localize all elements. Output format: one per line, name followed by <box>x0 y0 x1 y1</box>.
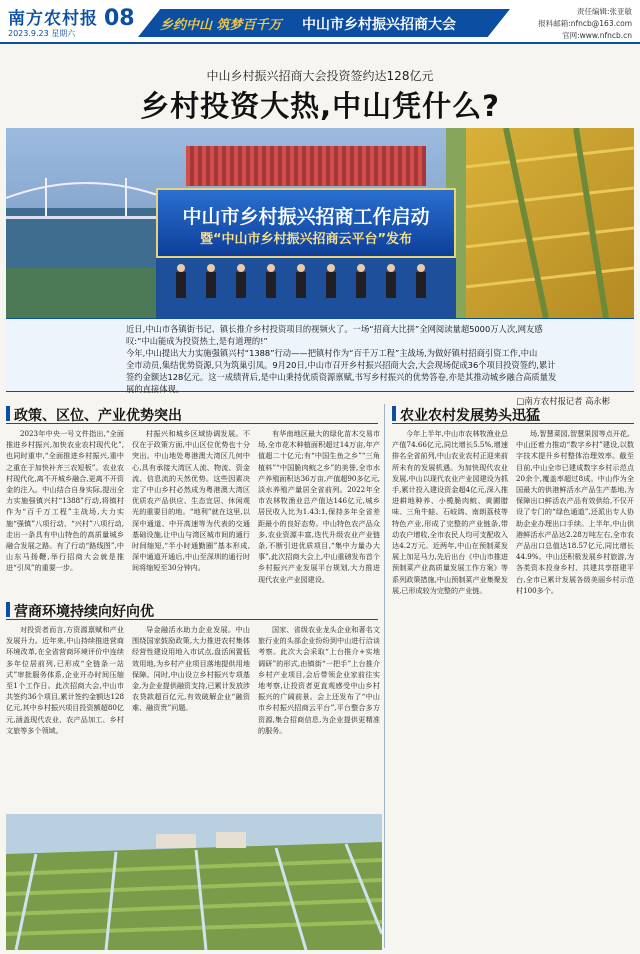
person-figure <box>326 264 336 298</box>
section-title-policy: 政策、区位、产业优势突出 <box>14 408 182 424</box>
paragraph: 国家、省级农业龙头企业和著名文旅行业的头部企业纷纷到中山进行洽谈考察。此次大会采取“上台推介+实地调研”的形式,由镇街“一把手”上台推介乡村产业项目,会后带领企业家前往实地考察,让投资者更直观感受中山乡村振兴的广阔前景。会上还发布了“中山市乡村振兴招商云平台”,平台整合多方资源,集合招商信息,为企业提供更精准的服务。 <box>258 625 380 735</box>
hero-photo <box>6 128 634 318</box>
caption-line: 今年,中山提出大力实施强镇兴村“1388”行动——把镇村作为“百千万工程”主战场,为做好镇村招商引资工作,中山 <box>126 348 538 358</box>
stage-banner-title: 中山市乡村振兴招商工作启动 <box>182 206 430 228</box>
person-figure <box>416 264 426 298</box>
page-number: 08 <box>104 6 135 31</box>
paragraph: 今年上半年,中山市农林牧渔业总产值74.66亿元,同比增长5.5%,增速排名全省前列,中山农业农村正迎来前所未有的发展机遇。为加快现代农业发展,中山以现代农业产业园建设为抓手,累计投入建设资金超4亿元,深入推进耕地种养、小榄脆肉鲩、黄圃腊味、三角牛蛙、石岐鸽、南朗荔枝等特色产业,形成了完整的产业链条,带动农户增收,全市农民人均可支配收入达4.2万元。近两年,中山在预制菜发展上加足马力,先后出台《中山市推进预制菜产业高质量发展工作方案》等系列政策措施,中山预制菜产业集聚发展,已形成较为完整的产业链。 <box>392 429 508 595</box>
stage <box>156 128 456 318</box>
paragraph: 2023年中央一号文件指出,“全面推进乡村振兴,加快农业农村现代化”,也同时重申,“全面推进乡村振兴,重中之重在于加快补齐三农短板”。农业农村现代化,离不开城乡融合,更离不开资金的注入。中山结合自身实际,提出全力实施强镇兴村“1388”行动,将镇村作为“百千万工程”主战场,大力实施“强镇”八项行动、“兴村”八项行动,走出一条具有中山特色的高质量城乡融合发展之路。有了行动“路线图”,中山东马扬鞭,举行招商大会就是推进“引凤”的重要一步。 <box>6 429 124 573</box>
section-marker <box>6 602 10 617</box>
stage-backdrop <box>186 146 426 186</box>
section-marker <box>392 406 396 421</box>
person-figure <box>206 264 216 298</box>
paragraph: 有华南地区最大的绿化苗木交易市场,全市花木种植面积超过14万亩,年产值超二十亿元;有“中国生鱼之乡”“三角植料”“中国脆肉鲩之乡”的美誉,全市水产养殖面积达36万亩,产值超90多亿元,淡水养殖产量居全省前列。2022年全市农林牧渔业总产值达146亿元,城乡居民收入比为1.43:1,保持多年全省差距最小的良好态势。中山特色农产品众多,农业资源丰富,迭代升级农业产业链条,不断引进优质项目,“集中力量办大事”,此次招商大会上,中山重磅发布首个乡村振兴产业发展平台规划,大力推进现代农业产业园建设。 <box>258 429 380 584</box>
farmland-illustration <box>6 814 382 950</box>
section-slogan: 乡约中山 筑梦百千万 <box>160 18 282 33</box>
newspaper-brand: 南方农村报 <box>8 9 98 29</box>
person-figure <box>356 264 366 298</box>
caption-line: 叹:“中山能成为投资热土,是有道理的!” <box>126 336 268 346</box>
section-head-agri <box>392 404 634 424</box>
person-figure <box>386 264 396 298</box>
caption-line: 全市动员,集结优势资源,只为筑巢引凤。9月20日,中山市召开乡村振兴招商大会,大会现场促成36个项目投资签约,累计 <box>126 360 556 370</box>
paragraph: 对投资者而言,方资源禀赋和产业发展升力。近年来,中山持续推进营商环境改革,在全省营商环境评价中连续多年位居前列,已形成“全链条一站式”审批服务体系,企业开办时间压缩至1个工作日。此次招商大会,中山市共签约36个项目,累计签约金额达128亿元,其中乡村振兴项目投资额超80亿元,涵盖现代农业、农产品加工、乡村文旅等多个领域。 <box>6 625 124 735</box>
section-head-policy <box>6 404 378 424</box>
caption-line: 近日,中山市各镇街书记、镇长推介乡村投资项目的视频火了。一场“招商大比拼”全网阅读量超5000万人次,网友感 <box>126 324 543 334</box>
paragraph: 村振兴和城乡区域协调发展。不仅在于政策方面,中山区位优势也十分突出。中山地处粤港澳大湾区几何中心,具有承接大湾区人流、物流、资金流、信息流的天然优势。这些因素决定了中山乡村必然成为粤港澳大湾区优质农产品供应、生态宜居、休闲观光的重要目的地。“地利”就在这里,以深中通道、中开高速等为代表的交通基础设施,让中山与湾区城市间的通行时间缩短,“半小时通勤圈”基本形成,深中通道开通后,中山至深圳的通行时间将缩短至30分钟内。 <box>132 429 250 573</box>
paragraph: 导金融活水助力企业发展。中山围绕国家鼓励政策,大力推进农村集体经营性建设用地入市试点,盘活闲置低效用地,为乡村产业项目落地提供用地保障。同时,中山设立乡村振兴专项基金,为企业提供融资支持,已累计发放涉农贷款超百亿元,有效破解企业“融资难、融资贵”问题。 <box>132 625 250 713</box>
article-headline: 乡村投资大热,中山凭什么? <box>140 89 500 123</box>
caption-line: 签约金额达128亿元。这一成绩背后,是中山秉持优质资源禀赋,书写乡村振兴的优势答卷,亦是其推动城乡融合高质量发 <box>126 372 557 382</box>
masthead <box>0 0 640 44</box>
agri-column-2 <box>516 428 634 948</box>
section-title-agri: 农业农村发展势头迅猛 <box>400 408 540 424</box>
section-title: 中山市乡村振兴招商大会 <box>302 17 456 33</box>
issue-date: 2023.9.23 星期六 <box>8 29 76 38</box>
editor-credits <box>538 6 632 42</box>
env-column-1 <box>6 624 124 810</box>
article-kicker: 中山乡村振兴招商大会投资签约达128亿元 <box>206 69 434 83</box>
column-divider <box>384 404 385 948</box>
stage-banner-subtitle: 暨“中山市乡村振兴招商云平台”发布 <box>199 232 413 247</box>
env-column-2 <box>132 624 250 810</box>
photo-caption <box>6 318 634 406</box>
env-column-3 <box>258 624 380 810</box>
section-head-environment <box>6 600 378 620</box>
tip-email: 报料邮箱:nfncb@163.com <box>538 19 632 28</box>
person-figure <box>296 264 306 298</box>
section-marker <box>6 406 10 421</box>
section-title-environment: 营商环境持续向好向优 <box>14 604 154 620</box>
policy-column-2 <box>132 428 250 594</box>
person-figure <box>266 264 276 298</box>
agri-column-1 <box>392 428 508 948</box>
farmland-aerial-photo <box>6 814 382 950</box>
stage-floor <box>156 258 456 318</box>
policy-column-1 <box>6 428 124 594</box>
policy-column-3 <box>258 428 380 594</box>
caption-last-line: 展的直接体现。 <box>126 384 185 394</box>
paragraph: 场,智慧菜园,智慧果园等点开花。中山还着力推动“数字乡村”建设,以数字技术提升乡村整体治理效率。截至目前,中山全市已建成数字乡村示范点20余个,覆盖率超过8成。中山作为全国最大的供港鲜活水产品生产基地,为保障出口鲜活农产品有效供给,不仅开设了专门的“绿色通道”,还派出专人协助企业办理出口手续。上半年,中山供港鲜活水产品达2.28万吨左右,全市农产品出口总值达18.57亿元,同比增长44.9%。中山还积极发展乡村旅游,为各类资本投身乡村、共建共享搭建平台,全市已累计发展各级美丽乡村示范村100多个。 <box>516 429 634 595</box>
byline: □南方农村报记者 高永彬 <box>516 396 610 406</box>
website-url: 官网:www.nfncb.cn <box>562 31 632 40</box>
person-figure <box>236 264 246 298</box>
editor-name: 责任编辑:张亚敏 <box>576 7 632 16</box>
person-figure <box>176 264 186 298</box>
